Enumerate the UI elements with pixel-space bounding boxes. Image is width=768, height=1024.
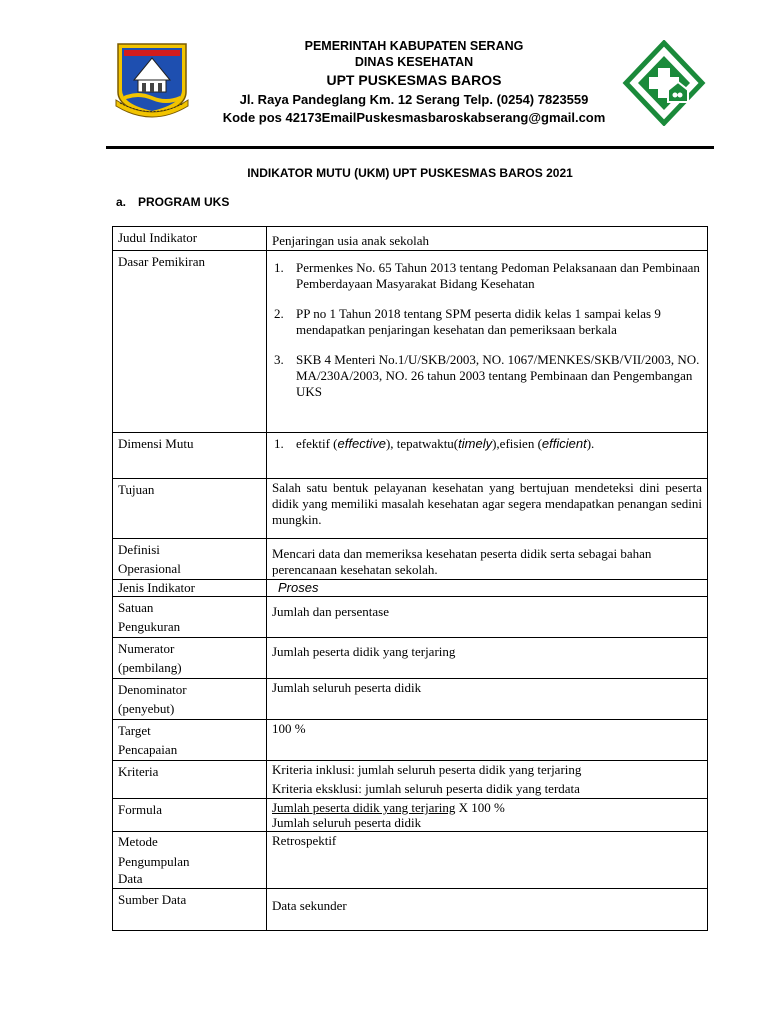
row-value [267,433,708,479]
table-row [113,799,708,832]
label-line: Operasional [118,561,181,576]
row-value [267,227,708,251]
kriteria-eksklusi: Kriteria eksklusi: jumlah seluruh peserta didik yang terdata [272,781,580,796]
list-text: Permenkes No. 65 Tahun 2013 tentang Pedoman Pelaksanaan dan Pembinaan Pemberdayaan Masyarakat Bidang Kesehatan [296,260,700,291]
header-department: DINAS KESEHATAN [354,55,474,69]
label-line: Metode [118,834,158,849]
label-line: Satuan [118,600,154,615]
list-item [272,352,702,400]
puskesmas-cross-house-icon [622,40,706,126]
row-label: Jenis Indikator [113,580,267,597]
header-address: Jl. Raya Pandeglang Km. 12 Serang Telp. (0254) 7823559 [239,92,589,107]
table-row [113,832,708,889]
section-label: PROGRAM UKS [138,195,230,209]
dimensi-text: ). [586,436,595,451]
dimensi-effective: effective [337,436,386,451]
dimensi-text: ),efisien ( [492,436,542,451]
document-title: INDIKATOR MUTU (UKM) UPT PUSKESMAS BAROS 2021 [247,166,573,180]
row-value [267,799,708,832]
label-line: Target [118,723,151,738]
formula-multiplier: X 100 % [455,800,505,815]
row-label: Kriteria [113,761,267,799]
dimensi-efficient: efficient [541,436,587,451]
row-label [113,597,267,638]
header-divider [106,146,714,149]
table-row [113,720,708,761]
numerator-value: Jumlah peserta didik yang terjaring [272,644,456,659]
row-value [267,251,708,433]
definisi-value: Mencari data dan memeriksa kesehatan peserta didik serta sebagai bahan perencanaan kesehatan sekolah. [272,546,652,577]
dimensi-timely: timely [458,436,493,451]
row-value: Jumlah seluruh peserta didik [267,679,708,720]
table-row [113,580,708,597]
row-label: Dasar Pemikiran [113,251,267,433]
serang-regency-emblem-icon [112,40,192,120]
letterhead [196,38,632,127]
label-line: (pembilang) [118,660,182,675]
row-value [267,597,708,638]
label-line: Data [118,871,143,886]
table-row [113,638,708,679]
row-label [113,679,267,720]
dimensi-item [272,434,702,452]
list-item [272,260,702,292]
kriteria-inklusi: Kriteria inklusi: jumlah seluruh peserta didik yang terjaring [272,762,582,777]
row-label: Formula [113,799,267,832]
row-label [113,720,267,761]
row-label [113,832,267,889]
row-value: Salah satu bentuk pelayanan kesehatan yang bertujuan mendeteksi dini peserta didik yang memiliki masalah kesehatan agar segera mendapatkan penangan sedini mungkin. [267,479,708,539]
list-number: 1. [274,436,284,451]
table-row [113,433,708,479]
dasar-list [272,252,702,400]
sumber-value: Data sekunder [272,898,347,913]
dimensi-text: efektif ( [296,436,338,451]
section-heading [116,195,229,209]
row-label: Tujuan [113,479,267,539]
list-number: 2. [274,306,284,321]
table-row [113,679,708,720]
row-label [113,638,267,679]
row-value [267,539,708,580]
label-line: Definisi [118,542,160,557]
table-row [113,539,708,580]
row-label: Dimensi Mutu [113,433,267,479]
formula-numerator: Jumlah peserta didik yang terjaring [272,800,456,815]
list-item [272,306,702,338]
row-value [267,889,708,931]
list-text: PP no 1 Tahun 2018 tentang SPM peserta didik kelas 1 sampai kelas 9 mendapatkan penjaringan kesehatan dan pemeriksaan berkala [296,306,661,337]
judul-value: Penjaringan usia anak sekolah [272,233,430,248]
table-row [113,761,708,799]
table-row [113,597,708,638]
section-mark: a. [116,195,127,209]
row-value [267,580,708,597]
row-label: Sumber Data [113,889,267,931]
label-line: Denominator [118,682,187,697]
row-value: Retrospektif [267,832,708,889]
table-row [113,889,708,931]
label-line: (penyebut) [118,701,175,716]
row-value [267,761,708,799]
label-line: Pengumpulan [118,854,190,869]
table-row [113,227,708,251]
row-value: 100 % [267,720,708,761]
label-line: Numerator [118,641,175,656]
row-label [113,539,267,580]
label-line: Pengukuran [118,619,181,634]
jenis-value: Proses [278,580,319,595]
formula-denominator: Jumlah seluruh peserta didik [272,815,422,830]
row-value [267,638,708,679]
indicator-table [112,226,708,931]
satuan-value: Jumlah dan persentase [272,604,389,619]
header-contact: Kode pos 42173EmailPuskesmasbaroskabserang@gmail.com [222,110,606,125]
header-unit: UPT PUSKESMAS BAROS [326,72,502,88]
label-line: Pencapaian [118,742,178,757]
table-row [113,479,708,539]
row-label: Judul Indikator [113,227,267,251]
list-number: 3. [274,352,284,367]
table-row [113,251,708,433]
list-text: SKB 4 Menteri No.1/U/SKB/2003, NO. 1067/MENKES/SKB/VII/2003, NO. MA/230A/2003, NO. 26 tahun 2003 tentang Pembinaan dan Pengembangan UKS [296,352,700,399]
header-government: PEMERINTAH KABUPATEN SERANG [304,39,524,53]
formula-numerator-line [272,800,702,815]
list-number: 1. [274,260,284,275]
dimensi-text: ), tepatwaktu( [385,436,459,451]
